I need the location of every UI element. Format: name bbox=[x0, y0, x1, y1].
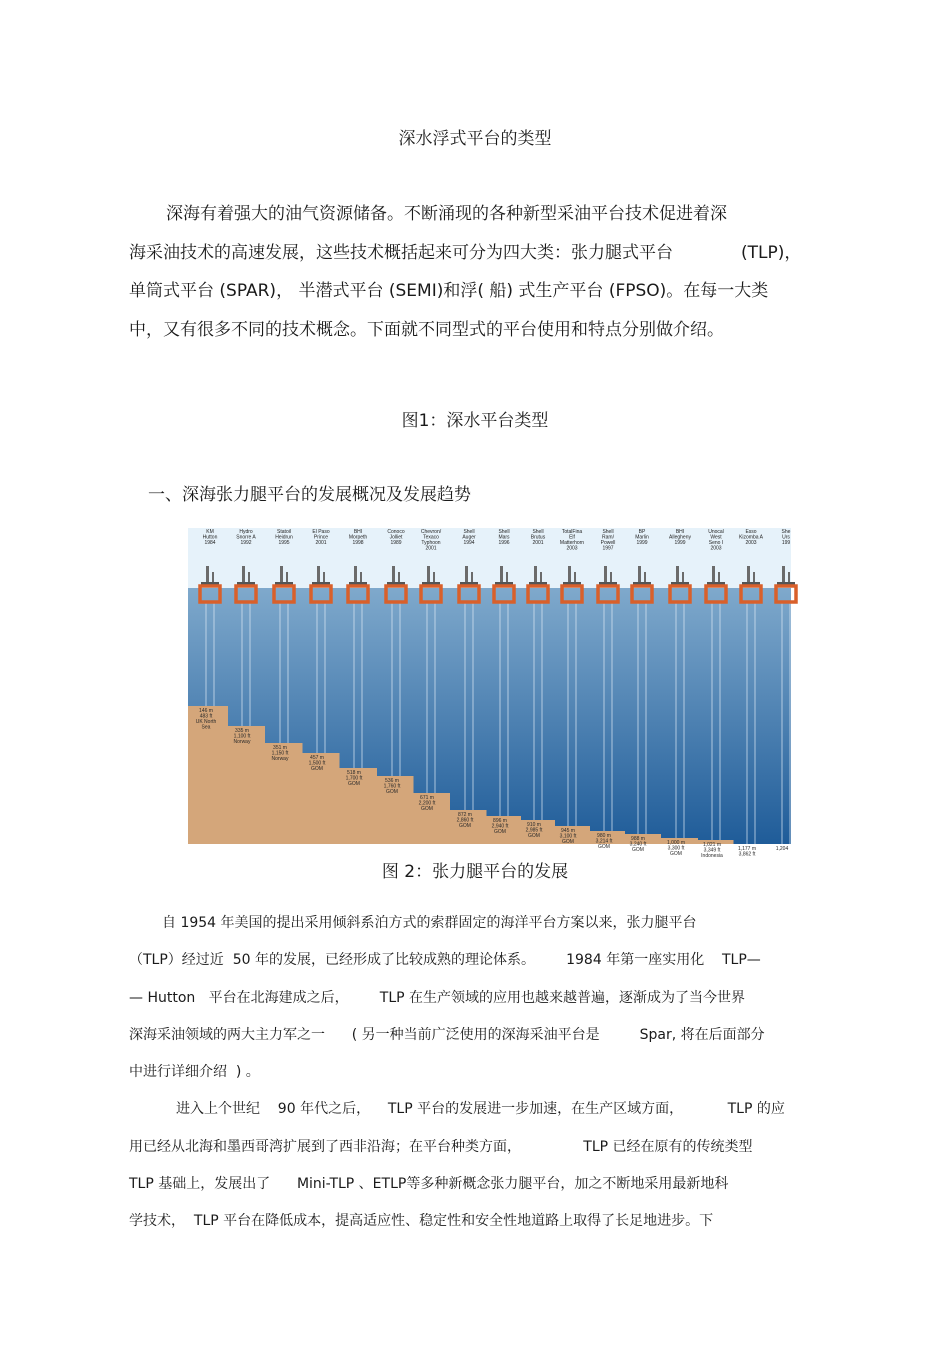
body-line-9: 学技术， TLP 平台在降低成本，提高适应性、稳定性和安全性地道路上取得了长足地进步。下 bbox=[129, 1213, 714, 1229]
depth-label: GOM bbox=[632, 847, 644, 853]
platform-name-label: Heidrun bbox=[275, 534, 293, 541]
depth-label: 2,200 ft bbox=[418, 800, 436, 807]
platform-name-label: Powell bbox=[600, 540, 616, 546]
platform-name-label: KM bbox=[206, 529, 214, 535]
platform-name-label: Jolliet bbox=[389, 534, 403, 541]
depth-label: 1,177 m bbox=[737, 846, 757, 852]
body-line-7: 用已经从北海和墨西哥湾扩展到了西非沿海；在平台种类方面， TLP 已经在原有的传统类型 bbox=[129, 1139, 753, 1155]
platform-name-label: Conoco bbox=[387, 529, 405, 535]
platform-name-label: Urs bbox=[782, 534, 790, 541]
platform-name-label: 1989 bbox=[390, 540, 402, 546]
platform-name-label: Unocal bbox=[708, 529, 724, 535]
platform-name-label: Statoil bbox=[277, 529, 291, 535]
derrick-mast bbox=[638, 566, 641, 584]
depth-label: GOM bbox=[421, 806, 433, 812]
platform-name-label: 1996 bbox=[498, 540, 510, 546]
intro-line-3: 单筒式平台 (SPAR)， 半潜式平台 (SEMI)和浮( 船) 式生产平台 (FPSO)。在每一大类 bbox=[129, 281, 769, 301]
depth-label: GOM bbox=[311, 766, 323, 772]
depth-label: 3,214 ft bbox=[595, 838, 613, 845]
depth-label: 3,300 ft bbox=[667, 845, 685, 852]
body-line-1: 自 1954 年美国的提出采用倾斜系泊方式的索群固定的海洋平台方案以来，张力腿平台 bbox=[162, 915, 697, 931]
depth-label: 3,100 ft bbox=[559, 833, 577, 840]
platform-name-label: Auger bbox=[462, 534, 476, 541]
depth-label: 872 m bbox=[458, 812, 472, 818]
body-line-4: 深海采油领域的两大主力军之一 ( 另一种当前广泛使用的深海采油平台是 Spar, 将在后面部分 bbox=[129, 1027, 765, 1043]
derrick-mast bbox=[568, 566, 571, 584]
depth-label: 671 m bbox=[420, 795, 434, 801]
depth-label: 1,021 m bbox=[702, 842, 722, 848]
platform-name-label: 1999 bbox=[674, 540, 686, 546]
platform-name-label: 1998 bbox=[352, 540, 364, 546]
depth-label: GOM bbox=[598, 844, 610, 850]
depth-label: 1,700 ft bbox=[345, 775, 363, 782]
platform-name-label: Shell bbox=[498, 529, 510, 535]
platform-name-label: 1984 bbox=[204, 540, 216, 546]
platform-name-label: Chevron/ bbox=[420, 529, 442, 535]
depth-label: 1,150 ft bbox=[271, 750, 289, 757]
derrick-mast bbox=[676, 566, 679, 584]
depth-label: 1,500 ft bbox=[308, 760, 326, 767]
platform-name-label: Typhoon bbox=[421, 540, 441, 546]
platform-name-label: El Paso bbox=[312, 529, 330, 535]
body-line-3: — Hutton 平台在北海建成之后， TLP 在生产领域的应用也越来越普遍，逐渐成为了当今世界 bbox=[129, 990, 746, 1006]
derrick-mast bbox=[242, 566, 245, 584]
depth-label: GOM bbox=[494, 829, 506, 835]
depth-label: 1,100 ft bbox=[233, 733, 251, 740]
platform-name-label: Hydro bbox=[239, 529, 253, 535]
derrick-mast bbox=[747, 566, 750, 584]
depth-label: 1,000 m bbox=[666, 840, 686, 846]
platform-name-label: Marlin bbox=[635, 534, 649, 541]
derrick-mast bbox=[465, 566, 468, 584]
platform-name-label: Prince bbox=[313, 534, 329, 541]
figure-1-caption: 图1：深水平台类型 bbox=[401, 411, 549, 431]
platform-name-label: 1992 bbox=[240, 540, 252, 546]
figure-2-caption: 图 2：张力腿平台的发展 bbox=[381, 862, 569, 882]
platform-name-label: 2001 bbox=[315, 540, 327, 546]
platform-name-label: 1995 bbox=[278, 540, 290, 546]
depth-label: 146 m bbox=[199, 708, 213, 714]
depth-label: 980 m bbox=[597, 833, 611, 839]
platform-name-label: Matterhorn bbox=[559, 540, 585, 546]
derrick-mast bbox=[206, 566, 209, 584]
platform-name-label: Esso bbox=[745, 529, 757, 535]
platform-name-label: Ram/ bbox=[602, 534, 614, 541]
depth-label: GOM bbox=[459, 823, 471, 829]
body-line-6: 进入上个世纪 90 年代之后， TLP 平台的发展进一步加速，在生产区域方面， TLP 的应 bbox=[176, 1101, 785, 1117]
depth-label: 351 m bbox=[273, 745, 287, 751]
depth-label: 896 m bbox=[493, 818, 507, 824]
derrick-mast bbox=[392, 566, 395, 584]
depth-label: 3,862 ft bbox=[738, 851, 756, 858]
platform-name-label: 199 bbox=[781, 540, 791, 546]
depth-label: 536 m bbox=[385, 778, 399, 784]
platform-name-label: 2003 bbox=[745, 540, 757, 546]
platform-name-label: TotalFina bbox=[561, 529, 583, 535]
platform-name-label: Mars bbox=[498, 534, 510, 541]
derrick-mast bbox=[280, 566, 283, 584]
body-line-2: （TLP）经过近 50 年的发展，已经形成了比较成熟的理论体系。 1984 年第一座实用化 TLP— bbox=[129, 952, 761, 968]
platform-name-label: West bbox=[710, 534, 722, 541]
depth-label: GOM bbox=[670, 851, 682, 857]
depth-label: Norway bbox=[233, 739, 251, 745]
platform-name-label: Shell bbox=[602, 529, 614, 535]
platform-name-label: Shell bbox=[463, 529, 475, 535]
depth-label: 483 ft bbox=[199, 713, 213, 720]
platform-name-label: 2001 bbox=[425, 545, 437, 552]
platform-name-label: Allegheny bbox=[669, 534, 691, 541]
platform-name-label: 2001 bbox=[532, 540, 544, 546]
depth-label: 3,349 ft bbox=[703, 847, 721, 854]
derrick-mast bbox=[782, 566, 785, 584]
derrick-mast bbox=[500, 566, 503, 584]
platform-name-label: Shell bbox=[532, 529, 544, 535]
depth-label: 1,204 bbox=[775, 846, 789, 852]
platform-name-label: BHI bbox=[675, 529, 685, 535]
depth-label: 2,860 ft bbox=[456, 817, 474, 824]
platform-name-label: 1999 bbox=[636, 540, 648, 546]
platform-name-label: Texaco bbox=[423, 534, 439, 541]
platform-name-label: Snorre A bbox=[236, 534, 256, 541]
depth-label: GOM bbox=[528, 833, 540, 839]
platform-name-label: Morpeth bbox=[348, 534, 368, 541]
depth-label: 945 m bbox=[561, 828, 575, 834]
derrick-mast bbox=[427, 566, 430, 584]
depth-label: 457 m bbox=[310, 755, 324, 761]
platform-name-label: Seno I bbox=[708, 540, 724, 546]
depth-label: GOM bbox=[562, 839, 574, 845]
intro-line-4: 中，又有很多不同的技术概念。下面就不同型式的平台使用和特点分别做介绍。 bbox=[129, 320, 724, 340]
intro-line-2: 海采油技术的高速发展，这些技术概括起来可分为四大类：张力腿式平台 bbox=[129, 243, 673, 263]
platform-name-label: Hutton bbox=[202, 534, 218, 541]
platform-name-label: BP bbox=[638, 529, 646, 535]
derrick-mast bbox=[534, 566, 537, 584]
platform-name-label: 1994 bbox=[463, 540, 475, 546]
depth-label: GOM bbox=[386, 789, 398, 795]
tlp-development-figure bbox=[188, 528, 791, 859]
platform-name-label: 2003 bbox=[566, 545, 578, 552]
depth-label: 988 m bbox=[631, 836, 645, 842]
depth-label: 335 m bbox=[235, 728, 249, 734]
depth-label: UK North bbox=[195, 719, 217, 725]
body-line-5: 中进行详细介绍 ) 。 bbox=[129, 1064, 260, 1080]
depth-label: 1,760 ft bbox=[383, 783, 401, 790]
depth-label: 518 m bbox=[347, 770, 361, 776]
depth-label: 910 m bbox=[527, 822, 541, 828]
depth-label: GOM bbox=[348, 781, 360, 787]
page-title: 深水浮式平台的类型 bbox=[398, 129, 552, 149]
intro-line-2-tail: (TLP)， bbox=[741, 243, 802, 263]
intro-line-1: 深海有着强大的油气资源储备。不断涌现的各种新型采油平台技术促进着深 bbox=[166, 204, 727, 224]
depth-label: Indonesia bbox=[701, 853, 723, 859]
platform-name-label: Brutus bbox=[530, 534, 546, 541]
derrick-mast bbox=[604, 566, 607, 584]
depth-label: 3,240 ft bbox=[629, 841, 647, 848]
depth-label: Sea bbox=[201, 724, 211, 731]
depth-label: Norway bbox=[271, 756, 289, 762]
platform-name-label: Elf bbox=[569, 534, 575, 541]
derrick-mast bbox=[354, 566, 357, 584]
depth-label: 2,940 ft bbox=[491, 823, 509, 830]
platform-name-label: BHI bbox=[353, 529, 363, 535]
platform-name-label: 2003 bbox=[710, 545, 722, 552]
derrick-mast bbox=[317, 566, 320, 584]
platform-name-label: She bbox=[781, 529, 791, 535]
body-line-8: TLP 基础上，发展出了 Mini-TLP 、ETLP等多种新概念张力腿平台，加之不断地采用最新地科 bbox=[129, 1176, 729, 1192]
platform-name-label: Kizomba A bbox=[739, 534, 763, 541]
section-heading: 一、深海张力腿平台的发展概况及发展趋势 bbox=[148, 485, 471, 505]
derrick-mast bbox=[712, 566, 715, 584]
depth-label: 2,985 ft bbox=[525, 827, 543, 834]
platform-name-label: 1997 bbox=[602, 545, 614, 552]
